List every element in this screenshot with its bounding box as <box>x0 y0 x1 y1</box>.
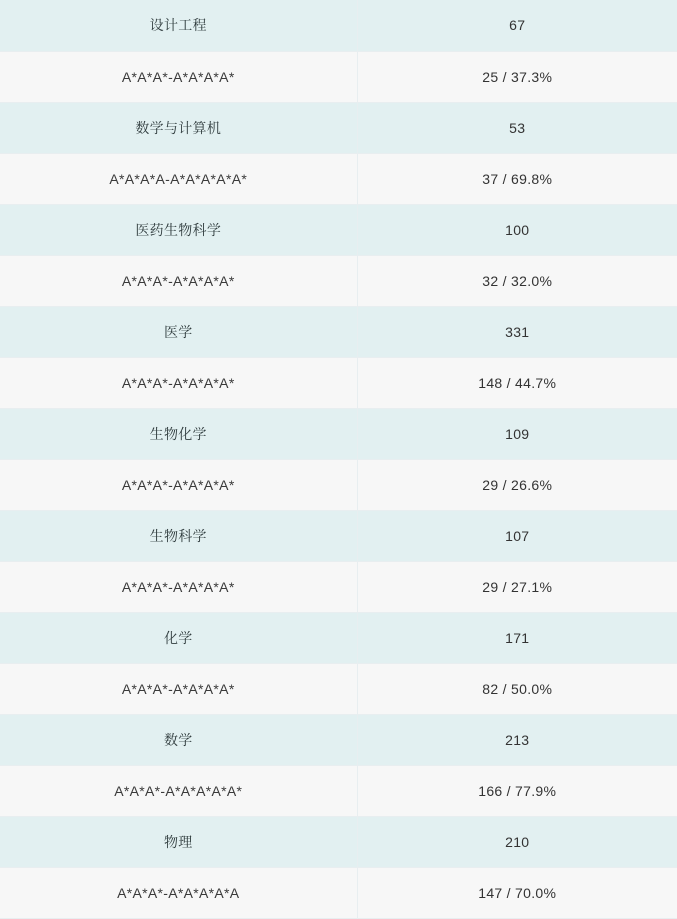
table-row <box>0 102 677 153</box>
subject-name-cell: 数学 <box>0 714 357 765</box>
offer-ratio-cell: 82 / 50.0% <box>357 663 677 714</box>
table-row <box>0 510 677 561</box>
applicant-count-cell: 171 <box>357 612 677 663</box>
grade-range-cell: A*A*A*-A*A*A*A*A <box>0 867 357 918</box>
table-row <box>0 0 677 51</box>
grade-range-cell: A*A*A*A-A*A*A*A*A* <box>0 153 357 204</box>
applicant-count-cell: 213 <box>357 714 677 765</box>
grade-range-cell: A*A*A*-A*A*A*A* <box>0 663 357 714</box>
subject-name-cell: 设计工程 <box>0 0 357 51</box>
offer-ratio-cell: 29 / 27.1% <box>357 561 677 612</box>
offer-ratio-cell: 37 / 69.8% <box>357 153 677 204</box>
table-row <box>0 612 677 663</box>
applicant-count-cell: 331 <box>357 306 677 357</box>
applicant-count-cell: 53 <box>357 102 677 153</box>
applicant-count-cell: 100 <box>357 204 677 255</box>
subject-name-cell: 物理 <box>0 816 357 867</box>
table-row <box>0 867 677 918</box>
grade-range-cell: A*A*A*-A*A*A*A* <box>0 561 357 612</box>
subject-name-cell: 生物科学 <box>0 510 357 561</box>
grade-range-cell: A*A*A*-A*A*A*A*A* <box>0 765 357 816</box>
table-row <box>0 306 677 357</box>
offer-ratio-cell: 148 / 44.7% <box>357 357 677 408</box>
offer-ratio-cell: 29 / 26.6% <box>357 459 677 510</box>
subject-name-cell: 医药生物科学 <box>0 204 357 255</box>
table-row <box>0 459 677 510</box>
table-row <box>0 714 677 765</box>
table-row <box>0 765 677 816</box>
table-row <box>0 561 677 612</box>
applicant-count-cell: 107 <box>357 510 677 561</box>
subject-name-cell: 医学 <box>0 306 357 357</box>
grade-range-cell: A*A*A*-A*A*A*A* <box>0 51 357 102</box>
applicant-count-cell: 67 <box>357 0 677 51</box>
table-row <box>0 51 677 102</box>
grade-range-cell: A*A*A*-A*A*A*A* <box>0 459 357 510</box>
applicant-count-cell: 109 <box>357 408 677 459</box>
offer-ratio-cell: 166 / 77.9% <box>357 765 677 816</box>
grade-range-cell: A*A*A*-A*A*A*A* <box>0 255 357 306</box>
subject-name-cell: 生物化学 <box>0 408 357 459</box>
subject-name-cell: 数学与计算机 <box>0 102 357 153</box>
applicant-count-cell: 210 <box>357 816 677 867</box>
table-row <box>0 204 677 255</box>
offer-ratio-cell: 25 / 37.3% <box>357 51 677 102</box>
table-row <box>0 153 677 204</box>
grade-range-cell: A*A*A*-A*A*A*A* <box>0 357 357 408</box>
table-row <box>0 663 677 714</box>
table-row <box>0 816 677 867</box>
offer-ratio-cell: 147 / 70.0% <box>357 867 677 918</box>
offer-ratio-cell: 32 / 32.0% <box>357 255 677 306</box>
table-row <box>0 255 677 306</box>
subject-name-cell: 化学 <box>0 612 357 663</box>
table-row <box>0 408 677 459</box>
table-row <box>0 357 677 408</box>
